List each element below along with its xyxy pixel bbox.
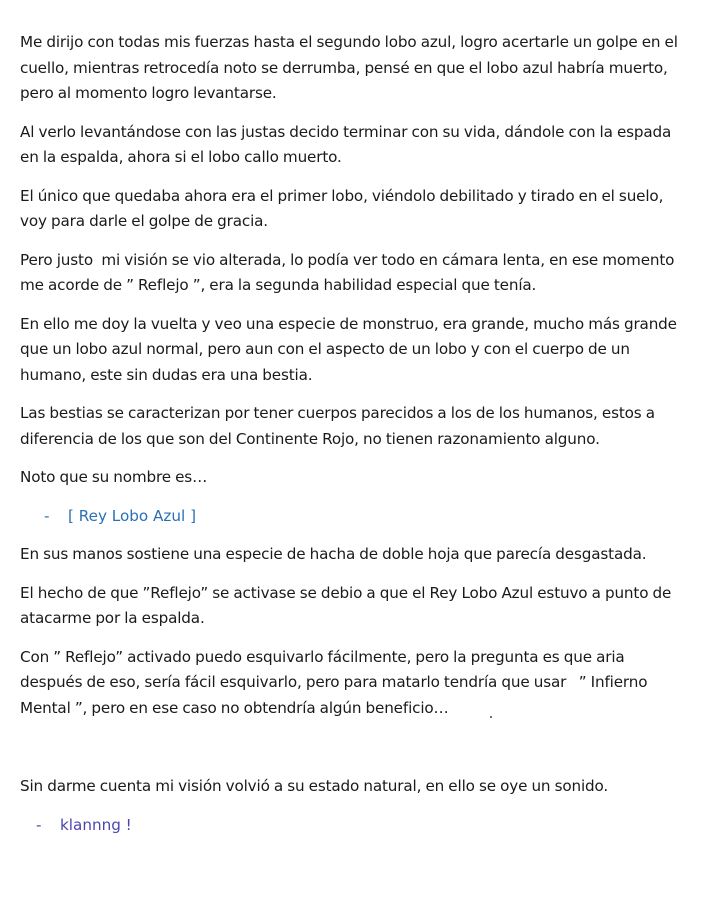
sound-list-item: [20, 813, 681, 839]
paragraph-3: El único que quedaba ahora era el primer lobo, viéndolo debilitado y tirado en el suelo, voy para darle el golpe de gracia.: [20, 186, 668, 230]
name-list-item: [20, 504, 681, 530]
sound-effect-text: klannng !: [60, 815, 132, 834]
paragraph-4: Pero justo mi visión se vio alterada, lo podía ver todo en cámara lenta, en ese momento me acorde de ” Reflejo ”, era la segunda habilidad especial que tenía.: [20, 250, 679, 294]
paragraph-11: Sin darme cuenta mi visión volvió a su estado natural, en ello se oye un sonido.: [20, 777, 609, 795]
paragraph-2: Al verlo levantándose con las justas decido terminar con su vida, dándole con la espada en la espalda, ahora si el lobo callo muerto.: [20, 122, 676, 166]
spacer: [20, 734, 681, 774]
paragraph-7: Noto que su nombre es…: [20, 468, 208, 486]
paragraph-6: Las bestias se caracterizan por tener cuerpos parecidos a los de los humanos, estos a diferencia de los que son del Continente Rojo, no tienen razonamiento alguno.: [20, 404, 660, 448]
paragraph-5: En ello me doy la vuelta y veo una especie de monstruo, era grande, mucho más grande que un lobo azul normal, pero aun con el aspecto de un lobo y con el cuerpo de un humano, este sin dudas era una bestia.: [20, 314, 682, 384]
name-bullet: -: [44, 506, 50, 525]
paragraph-8: En sus manos sostiene una especie de hacha de doble hoja que parecía desgastada.: [20, 545, 647, 563]
sound-bullet: -: [36, 815, 42, 834]
boss-name-label: [ Rey Lobo Azul ]: [68, 506, 196, 525]
paragraph-10: Con ” Reflejo” activado puedo esquivarlo fácilmente, pero la pregunta es que aria después de eso, sería fácil esquivarlo, pero para matarlo tendría que usar ” Infierno Mental ”, pero en ese caso no obtendría algún beneficio…: [20, 647, 652, 717]
stray-dot: [490, 716, 492, 718]
paragraph-1: Me dirijo con todas mis fuerzas hasta el segundo lobo azul, logro acertarle un golpe en el cuello, mientras retrocedía noto se derrumba, pensé en que el lobo azul habría muerto, pero al momento logro levantarse.: [20, 33, 683, 102]
paragraph-9: El hecho de que ”Reflejo” se activase se debio a que el Rey Lobo Azul estuvo a punto de atacarme por la espalda.: [20, 583, 676, 627]
